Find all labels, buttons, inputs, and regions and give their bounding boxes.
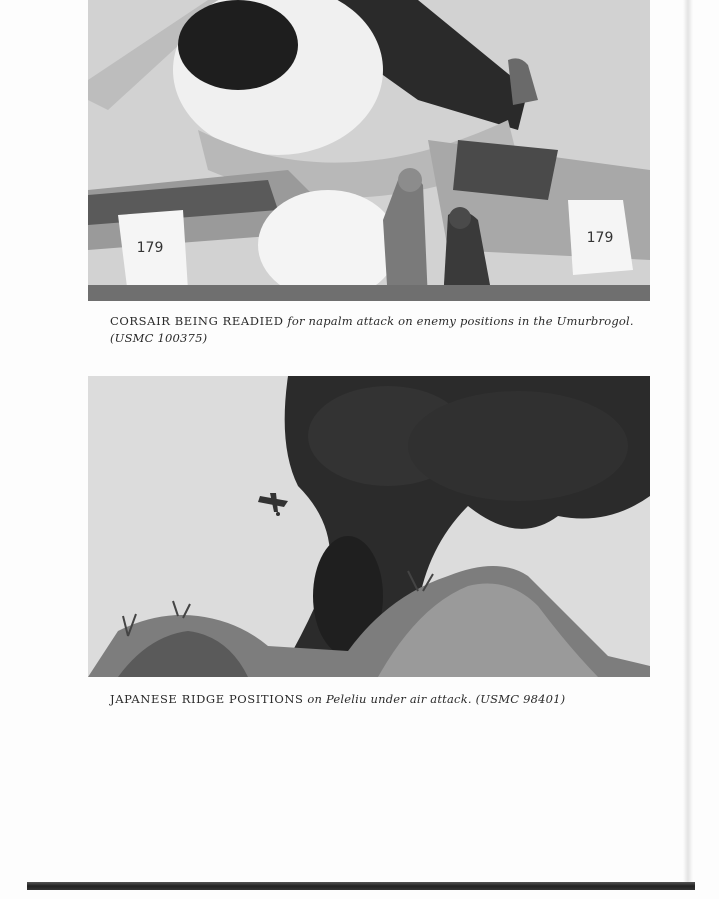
ridge-attack-photo [88, 376, 650, 677]
caption-ridge [110, 691, 650, 708]
corsair-photo [88, 0, 650, 301]
napalm-tank [258, 190, 398, 300]
engine-opening [178, 0, 298, 90]
caption-corsair [110, 313, 650, 347]
aircraft-number-right: 179 [586, 230, 614, 246]
caption-text: for napalm attack on enemy positions in the Umurbrogol. [283, 314, 634, 328]
aircraft-number-left: 179 [136, 240, 164, 256]
ridge-illustration [88, 376, 650, 677]
corsair-illustration [88, 0, 650, 301]
caption-reference: (USMC 98401) [471, 692, 566, 706]
page-gutter-shadow [683, 0, 693, 890]
caption-title: CORSAIR BEING READIED [110, 314, 284, 328]
caption-reference: (USMC 100375) [110, 331, 208, 345]
page-bottom-edge [27, 882, 695, 890]
caption-title: JAPANESE RIDGE POSITIONS [110, 692, 304, 706]
caption-text: on Peleliu under air attack. [303, 692, 472, 706]
